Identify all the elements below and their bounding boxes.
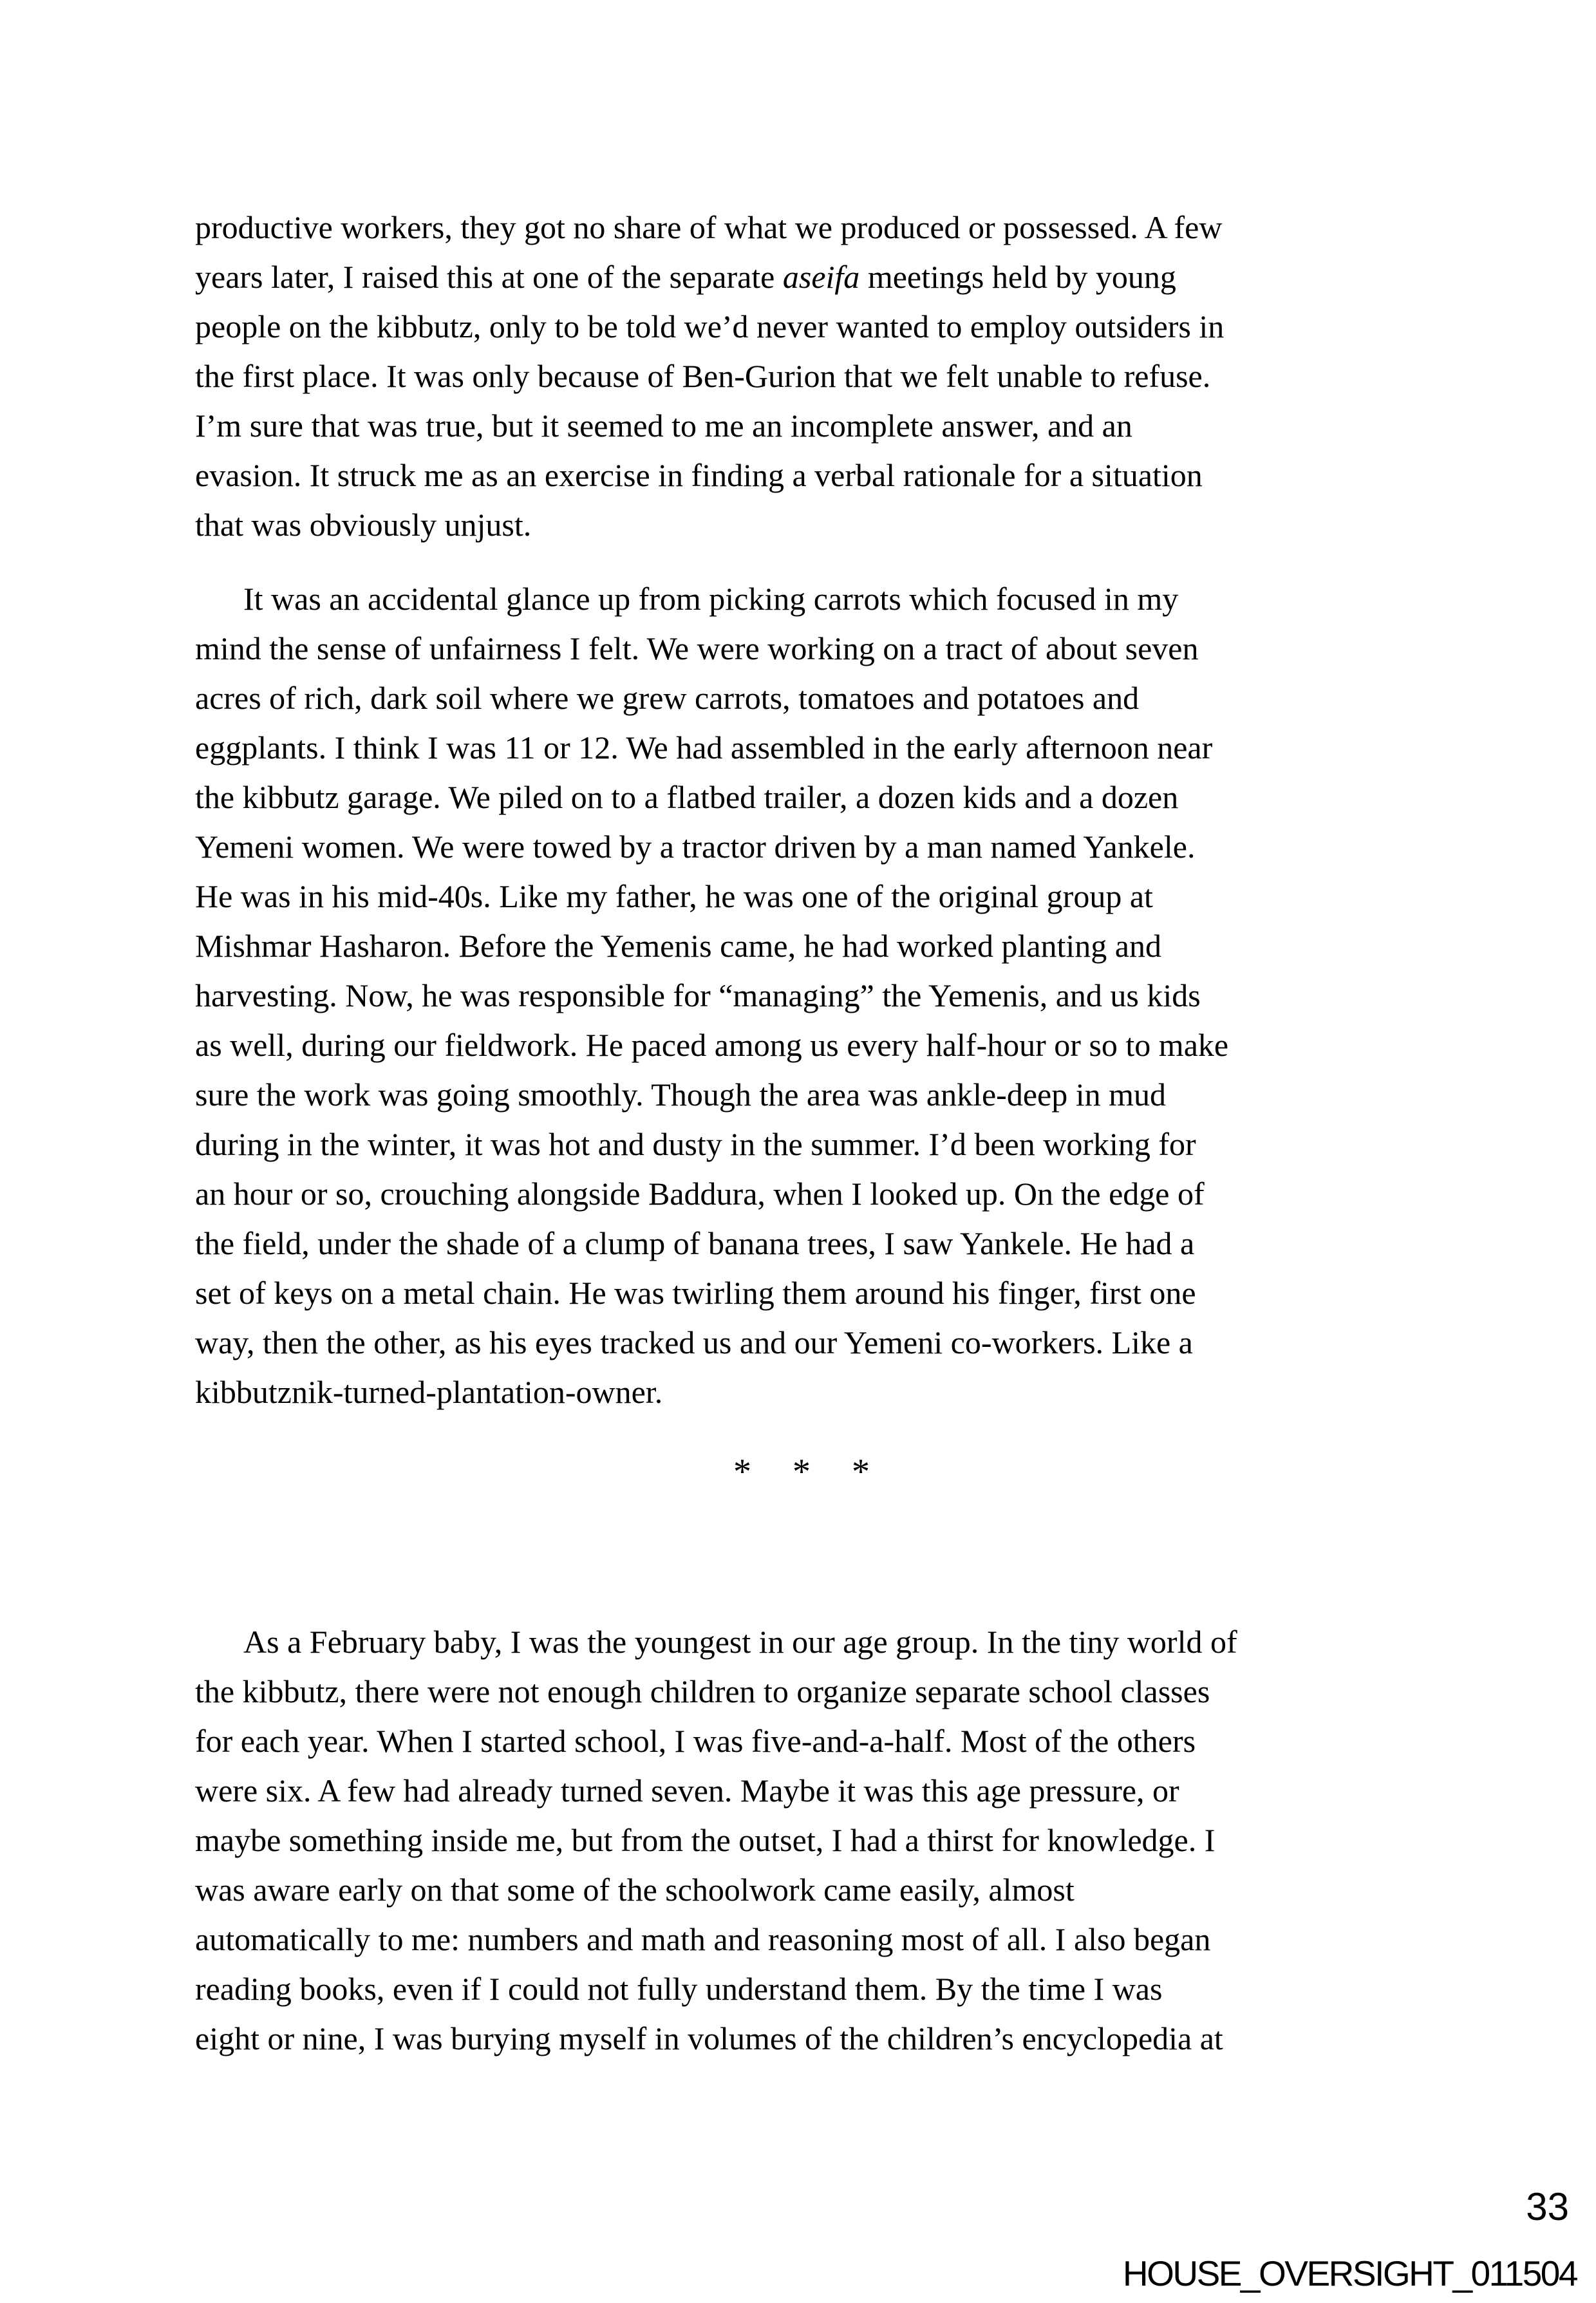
text-line <box>195 1667 1457 1716</box>
text-line <box>195 1169 1457 1219</box>
text-line <box>195 723 1457 773</box>
text-run: I’m sure that was true, but it seemed to me an incomplete answer, and an <box>195 408 1132 444</box>
italic-text-run: aseifa <box>782 259 860 295</box>
text-run: evasion. It struck me as an exercise in finding a verbal rationale for a situation <box>195 457 1203 493</box>
text-line <box>195 500 1457 550</box>
text-line <box>195 673 1457 723</box>
text-run: years later, I raised this at one of the separate <box>195 259 783 295</box>
text-run: the first place. It was only because of Ben-Gurion that we felt unable to refuse. <box>195 358 1211 394</box>
text-run: the field, under the shade of a clump of banana trees, I saw Yankele. He had a <box>195 1225 1195 1261</box>
text-run: acres of rich, dark soil where we grew carrots, tomatoes and potatoes and <box>195 680 1140 716</box>
text-run: set of keys on a metal chain. He was twirling them around his finger, first one <box>195 1275 1196 1311</box>
text-run: reading books, even if I could not fully understand them. By the time I was <box>195 1971 1163 2007</box>
paragraph <box>195 203 1457 550</box>
text-run: people on the kibbutz, only to be told we’d never wanted to employ outsiders in <box>195 308 1225 344</box>
text-run: Mishmar Hasharon. Before the Yemenis came, he had worked planting and <box>195 928 1162 964</box>
text-run: were six. A few had already turned seven. Maybe it was this age pressure, or <box>195 1772 1179 1809</box>
text-line <box>195 921 1457 971</box>
text-line <box>195 773 1457 822</box>
bates-number: HOUSE_OVERSIGHT_011504 <box>1122 2253 1577 2293</box>
text-line <box>195 1070 1457 1120</box>
text-run: maybe something inside me, but from the outset, I had a thirst for knowledge. I <box>195 1822 1216 1858</box>
text-run: during in the winter, it was hot and dusty in the summer. I’d been working for <box>195 1126 1196 1162</box>
text-run: automatically to me: numbers and math and reasoning most of all. I also began <box>195 1921 1211 1957</box>
text-line <box>195 1865 1457 1915</box>
text-line <box>195 1766 1457 1816</box>
text-line <box>195 1816 1457 1865</box>
text-line <box>195 302 1457 352</box>
body-text <box>195 203 1457 2063</box>
text-run: meetings held by young <box>859 259 1176 295</box>
text-line <box>195 1964 1457 2014</box>
text-run: sure the work was going smoothly. Though the area was ankle-deep in mud <box>195 1076 1166 1113</box>
text-run: the kibbutz garage. We piled on to a flatbed trailer, a dozen kids and a dozen <box>195 779 1179 815</box>
text-line <box>195 1120 1457 1169</box>
text-line <box>195 252 1457 302</box>
text-run: was aware early on that some of the schoolwork came easily, almost <box>195 1872 1075 1908</box>
text-line <box>195 822 1457 872</box>
text-run: He was in his mid-40s. Like my father, he was one of the original group at <box>195 878 1153 914</box>
text-line <box>195 2014 1457 2063</box>
text-run: kibbutznik-turned-plantation-owner. <box>195 1374 663 1410</box>
text-run: the kibbutz, there were not enough children to organize separate school classes <box>195 1673 1210 1709</box>
text-line <box>195 624 1457 673</box>
text-line <box>195 1020 1457 1070</box>
text-line <box>195 1318 1457 1368</box>
text-line <box>195 872 1457 921</box>
text-line <box>195 1268 1457 1318</box>
text-run: Yemeni women. We were towed by a tractor driven by a man named Yankele. <box>195 829 1196 865</box>
text-run: It was an accidental glance up from picking carrots which focused in my <box>243 581 1179 617</box>
text-line <box>195 203 1457 252</box>
text-line <box>195 1915 1457 1964</box>
text-line <box>195 451 1457 500</box>
text-run: eggplants. I think I was 11 or 12. We had assembled in the early afternoon near <box>195 729 1213 766</box>
text-run: way, then the other, as his eyes tracked us and our Yemeni co-workers. Like a <box>195 1324 1193 1360</box>
text-run: eight or nine, I was burying myself in volumes of the children’s encyclopedia at <box>195 2020 1223 2056</box>
paragraph <box>195 1617 1457 2063</box>
text-line <box>195 352 1457 401</box>
paragraph <box>195 574 1457 1417</box>
text-run: as well, during our fieldwork. He paced among us every half-hour or so to make <box>195 1027 1229 1063</box>
text-run: mind the sense of unfairness I felt. We were working on a tract of about seven <box>195 630 1199 666</box>
text-line <box>195 1716 1457 1766</box>
text-run: for each year. When I started school, I was five-and-a-half. Most of the others <box>195 1723 1196 1759</box>
text-line <box>195 574 1457 624</box>
text-run: harvesting. Now, he was responsible for “managing” the Yemenis, and us kids <box>195 977 1201 1013</box>
text-line <box>195 1368 1457 1417</box>
page-number: 33 <box>1526 2185 1569 2228</box>
text-line <box>195 1617 1457 1667</box>
text-line <box>195 1219 1457 1268</box>
text-run: an hour or so, crouching alongside Baddura, when I looked up. On the edge of <box>195 1176 1205 1212</box>
text-run: As a February baby, I was the youngest in our age group. In the tiny world of <box>243 1624 1237 1660</box>
text-line <box>195 401 1457 451</box>
text-run: that was obviously unjust. <box>195 507 532 543</box>
text-run: productive workers, they got no share of what we produced or possessed. A few <box>195 209 1223 245</box>
text-line <box>195 971 1457 1020</box>
section-break-asterisks: * * * <box>733 1452 870 1492</box>
